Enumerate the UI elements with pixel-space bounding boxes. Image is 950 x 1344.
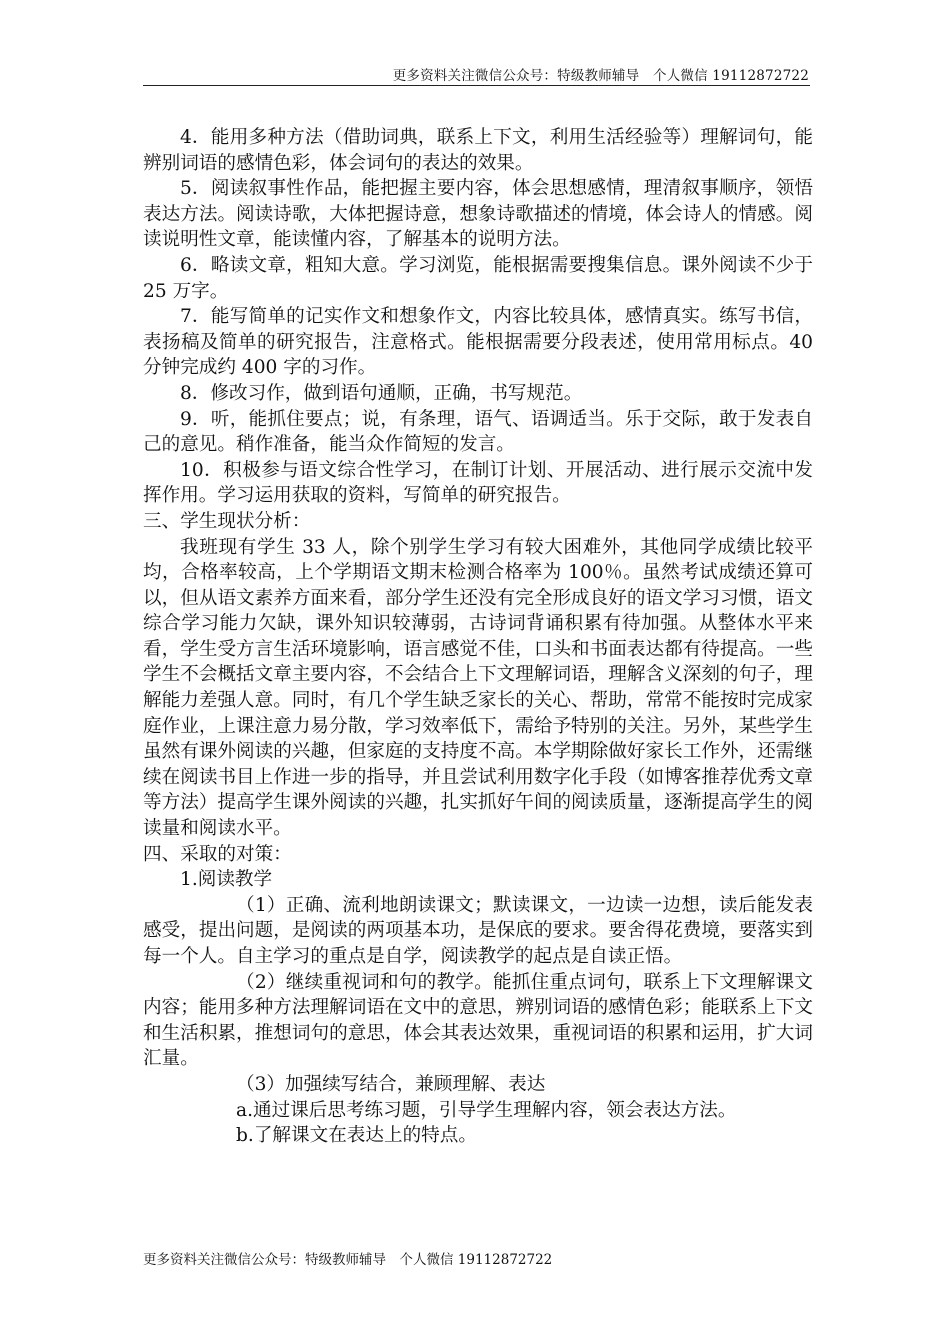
section-heading-student-analysis: 三、学生现状分析： (143, 510, 311, 532)
paragraph-measure-1: （1）正确、流利地朗读课文；默读课文，一边读一边想，读后能发表感受，提出问题，是阅读的两项基本功，是保底的要求。要舍得花费境，要落实到每一个人。自主学习的重点是自学，阅读教学的起点是自读正悟。 (143, 894, 813, 967)
paragraph-goal-9: 9．听，能抓住要点；说，有条理，语气、语调适当。乐于交际，敢于发表自己的意见。稍作准备，能当众作简短的发言。 (143, 408, 813, 456)
paragraph-goal-8: 8．修改习作，做到语句通顺，正确，书写规范。 (180, 382, 583, 404)
paragraph-goal-4: 4．能用多种方法（借助词典，联系上下文，利用生活经验等）理解词句，能辨别词语的感情色彩，体会词句的表达的效果。 (143, 127, 813, 174)
paragraph-measure-2: （2）继续重视词和句的教学。能抓住重点词句，联系上下文理解课文内容；能用多种方法理解词语在文中的意思，辨别词语的感情色彩；能联系上下文和生活积累，推想词句的意思，体会其表达效果，重视词语的积累和运用，扩大词汇量。 (143, 971, 813, 1070)
list-item-b: b.了解课文在表达上的特点。 (236, 1125, 477, 1147)
page-header-text: 更多资料关注微信公众号：特级教师辅导 个人微信 19112872722 (392, 68, 809, 84)
paragraph-goal-10: 10．积极参与语文综合性学习，在制订计划、开展活动、进行展示交流中发挥作用。学习运用获取的资料，写简单的研究报告。 (143, 459, 813, 507)
subheading-reading-teaching: 1.阅读教学 (180, 869, 273, 891)
paragraph-measure-3: （3）加强续写结合，兼顾理解、表达 (236, 1073, 546, 1095)
header-divider (143, 85, 810, 86)
list-item-a: a.通过课后思考练习题，引导学生理解内容，领会表达方法。 (236, 1099, 737, 1121)
paragraph-student-analysis: 我班现有学生 33 人，除个别学生学习有较大困难外，其他同学成绩比较平均，合格率较高，上个学期语文期末检测合格率为 100％。虽然考试成绩还算可以，但从语文素养方面来看，部分学生还没有完全形成良好的语文学习习惯，语文综合学习能力欠缺，课外知识较薄弱，古诗词背诵积累有待加强。从整体水平来看，学生受方言生活环境影响，语言感觉不佳，口头和书面表达都有待提高。一些学生不会概括文章主要内容，不会结合上下文理解词语，理解含义深刻的句子，理解能力差强人意。同时，有几个学生缺乏家长的关心、帮助，常常不能按时完成家庭作业，上课注意力易分散，学习效率低下，需给予特别的关注。另外，某些学生虽然有课外阅读的兴趣，但家庭的支持度不高。本学期除做好家长工作外，还需继续在阅读书目上作进一步的指导，并且尝试利用数字化手段（如博客推荐优秀文章等方法）提高学生课外阅读的兴趣，扎实抓好午间的阅读质量，逐渐提高学生的阅读量和阅读水平。 (143, 536, 813, 840)
section-heading-measures: 四、采取的对策： (143, 843, 292, 865)
paragraph-goal-7: 7．能写简单的记实作文和想象作文，内容比较具体，感情真实。练写书信，表扬稿及简单的研究报告，注意格式。能根据需要分段表述，使用常用标点。40 分钟完成约 400 字的习作。 (143, 306, 813, 379)
paragraph-goal-5: 5．阅读叙事性作品，能把握主要内容，体会思想感情，理清叙事顺序，领悟表达方法。阅读诗歌，大体把握诗意，想象诗歌描述的情境，体会诗人的情感。阅读说明性文章，能读懂内容，了解基本的说明方法。 (143, 178, 813, 251)
document-body (143, 125, 813, 1149)
paragraph-goal-6: 6．略读文章，粗知大意。学习浏览，能根据需要搜集信息。课外阅读不少于 25 万字。 (143, 254, 813, 302)
page-footer-text: 更多资料关注微信公众号：特级教师辅导 个人微信 19112872722 (143, 1252, 553, 1268)
